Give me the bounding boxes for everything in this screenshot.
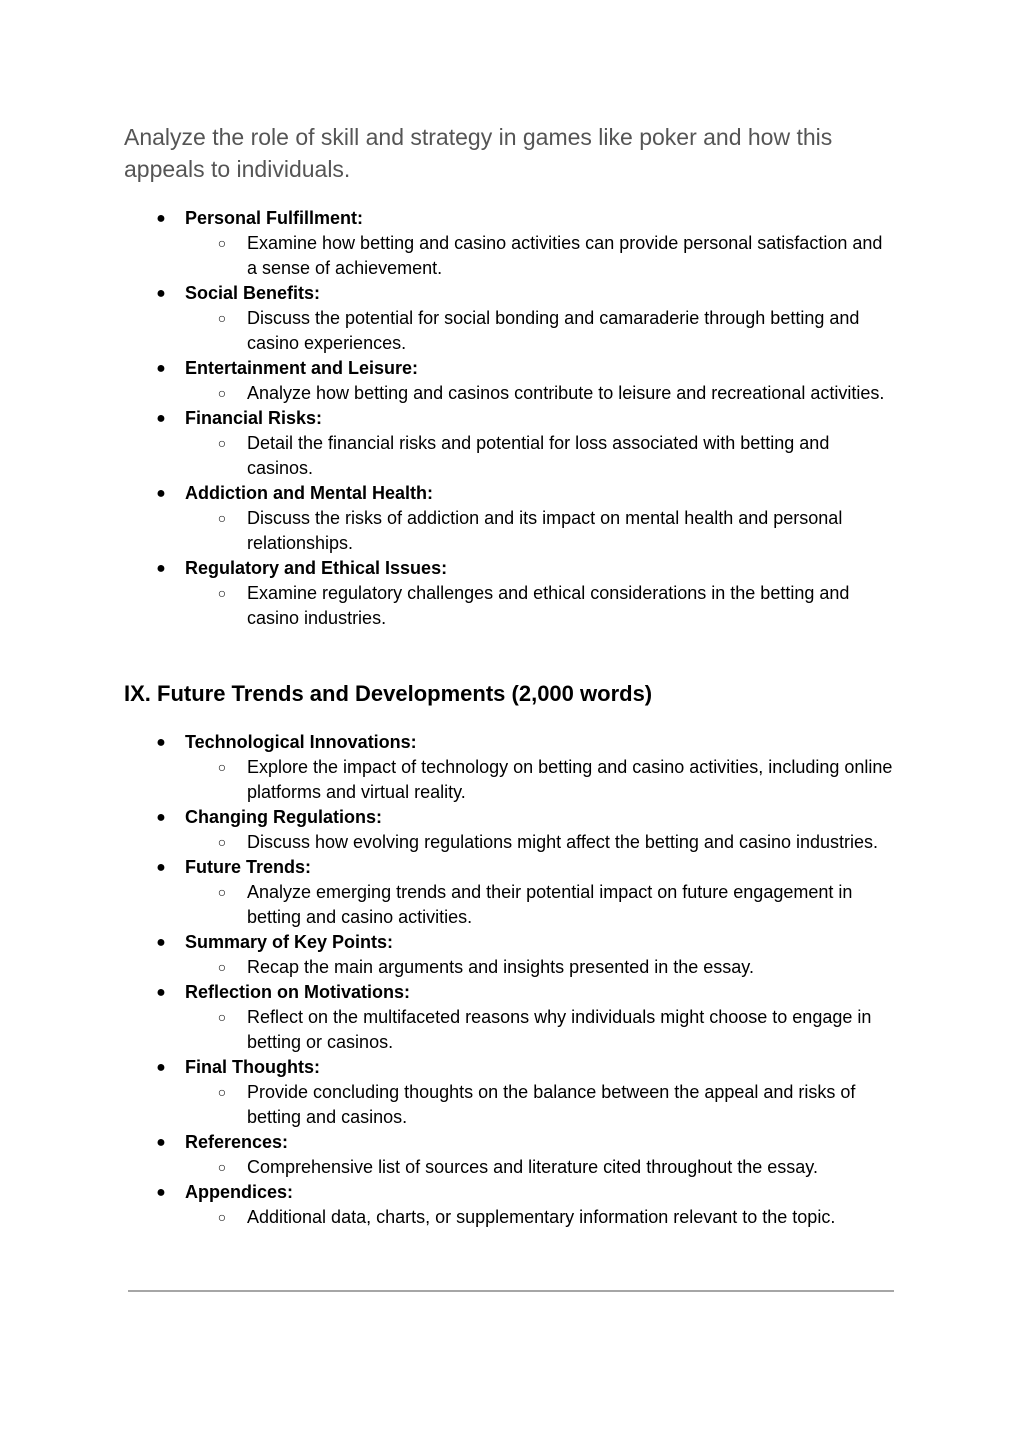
bullet-icon: ● [156,1134,166,1151]
circle-bullet-icon: ○ [217,1209,227,1225]
list-item [0,855,1024,880]
circle-bullet-icon: ○ [217,385,227,401]
bullet-icon: ● [156,984,166,1001]
bullet-icon: ● [156,934,166,951]
bullet-icon: ● [156,809,166,826]
list-item-detail: Discuss how evolving regulations might affect the betting and casino industries. [247,832,879,852]
sub-list-item [0,231,1024,281]
sub-list-item [0,431,1024,481]
list-item [0,980,1024,1005]
list-item [0,930,1024,955]
bullet-icon: ● [156,1059,166,1076]
list-item-detail: Comprehensive list of sources and literature cited throughout the essay. [247,1157,818,1177]
list-item [0,1180,1024,1205]
list-item [0,481,1024,506]
list-item-detail: Discuss the potential for social bonding and camaraderie through betting and casino experiences. [247,308,860,353]
list-item-detail: Detail the financial risks and potential for loss associated with betting and casinos. [247,433,830,478]
list-item [0,730,1024,755]
sub-list-item [0,755,1024,805]
list-item-detail: Examine regulatory challenges and ethical considerations in the betting and casino industries. [247,583,850,628]
circle-bullet-icon: ○ [217,1084,227,1100]
circle-bullet-icon: ○ [217,310,227,326]
bullet-icon: ● [156,1184,166,1201]
circle-bullet-icon: ○ [217,1159,227,1175]
sub-list-item [0,1080,1024,1130]
list-item [0,281,1024,306]
bullet-icon: ● [156,210,166,227]
list-item-detail: Provide concluding thoughts on the balance between the appeal and risks of betting and casinos. [247,1082,856,1127]
list-item-detail: Discuss the risks of addiction and its impact on mental health and personal relationships. [247,508,843,553]
sub-list-item [0,381,1024,406]
sub-list-item [0,1005,1024,1055]
circle-bullet-icon: ○ [217,235,227,251]
circle-bullet-icon: ○ [217,834,227,850]
list-item-title: Social Benefits: [185,283,321,303]
list-item [0,556,1024,581]
bullet-icon: ● [156,734,166,751]
circle-bullet-icon: ○ [217,1009,227,1025]
circle-bullet-icon: ○ [217,759,227,775]
list-item-detail: Explore the impact of technology on betting and casino activities, including online platforms and virtual reality. [247,757,893,802]
sub-list-item [0,506,1024,556]
list-item-detail: Recap the main arguments and insights presented in the essay. [247,957,754,977]
sub-list-item [0,880,1024,930]
list-item-title: Changing Regulations: [185,807,382,827]
sub-list-item [0,1205,1024,1230]
list-item-title: Addiction and Mental Health: [185,483,434,503]
circle-bullet-icon: ○ [217,585,227,601]
future-trends-list [0,730,1024,1230]
bullet-icon: ● [156,560,166,577]
circle-bullet-icon: ○ [217,884,227,900]
list-item-title: Reflection on Motivations: [185,982,410,1002]
circle-bullet-icon: ○ [217,959,227,975]
list-item-title: Financial Risks: [185,408,323,428]
list-item-detail: Reflect on the multifaceted reasons why individuals might choose to engage in betting or casinos. [247,1007,872,1052]
horizontal-rule [128,1290,894,1292]
list-item-title: Appendices: [185,1182,294,1202]
list-item [0,406,1024,431]
sub-list-item [0,306,1024,356]
list-item-title: Regulatory and Ethical Issues: [185,558,448,578]
sub-list-item [0,1155,1024,1180]
list-item-detail: Analyze emerging trends and their potential impact on future engagement in betting and casino activities. [247,882,853,927]
list-item-detail: Additional data, charts, or supplementary information relevant to the topic. [247,1207,836,1227]
list-item-title: References: [185,1132,289,1152]
list-item-title: Summary of Key Points: [185,932,394,952]
bullet-icon: ● [156,859,166,876]
bullet-icon: ● [156,485,166,502]
list-item-title: Future Trends: [185,857,312,877]
circle-bullet-icon: ○ [217,510,227,526]
bullet-icon: ● [156,360,166,377]
list-item-detail: Examine how betting and casino activities can provide personal satisfaction and a sense of achievement. [247,233,883,278]
motivations-risks-list [0,206,1024,631]
list-item-title: Personal Fulfillment: [185,208,364,228]
list-item [0,1055,1024,1080]
bullet-icon: ● [156,285,166,302]
bullet-icon: ● [156,410,166,427]
intro-paragraph: Analyze the role of skill and strategy in games like poker and how this appeals to individuals. [124,124,833,182]
sub-list-item [0,581,1024,631]
sub-list-item [0,830,1024,855]
list-item-title: Final Thoughts: [185,1057,320,1077]
list-item-detail: Analyze how betting and casinos contribute to leisure and recreational activities. [247,383,885,403]
list-item-title: Technological Innovations: [185,732,417,752]
section-heading: IX. Future Trends and Developments (2,000 words) [124,681,653,706]
circle-bullet-icon: ○ [217,435,227,451]
list-item [0,1130,1024,1155]
list-item [0,356,1024,381]
list-item [0,206,1024,231]
list-item [0,805,1024,830]
sub-list-item [0,955,1024,980]
list-item-title: Entertainment and Leisure: [185,358,419,378]
